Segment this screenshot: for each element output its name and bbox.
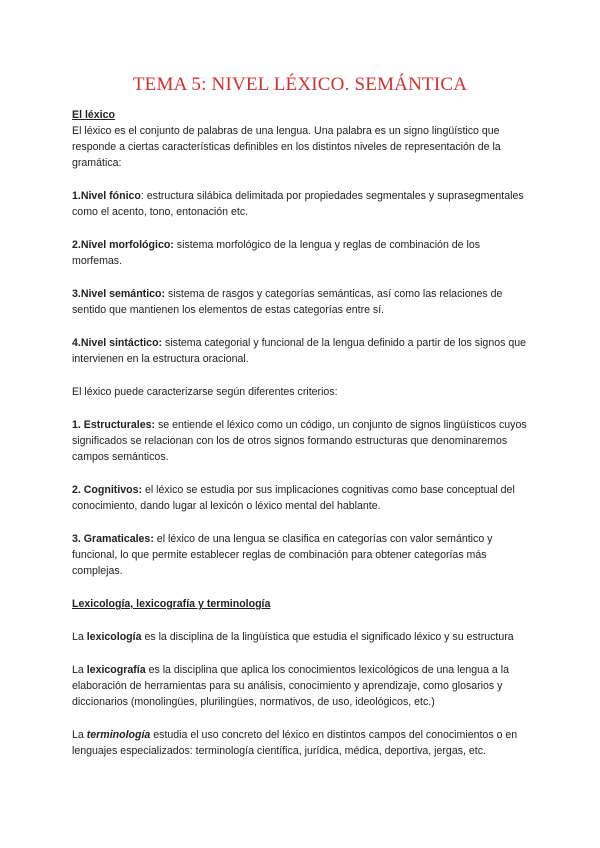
intro-paragraph: El léxico es el conjunto de palabras de una lengua. Una palabra es un signo lingüístico que responde a ciertas características definibles en los distintos niveles de representación de la gramática: [72,125,501,169]
criterion-text: el léxico se estudia por sus implicaciones cognitivas como base conceptual del conocimiento, dando lugar al lexicón o léxico mental del hablante. [72,484,515,512]
criterion-item [72,531,532,579]
criterion-item [72,417,532,465]
criterion-term: 1. Estructurales: [72,419,156,431]
criteria-intro: El léxico puede caracterizarse según diferentes criterios: [72,386,338,398]
definition-term: terminología [86,729,151,741]
section-heading-lexicologia: Lexicología, lexicografía y terminología [72,598,271,610]
definition-term: lexicología [86,631,142,643]
criterion-text: el léxico de una lengua se clasifica en categorías con valor semántico y funcional, lo que permite establecer reglas de combinación para obtener categorías más complejas. [72,533,493,577]
level-item [72,286,532,318]
level-item [72,188,532,220]
definition-text: es la disciplina de la lingüística que estudia el significado léxico y su estructura [141,631,514,643]
level-text: sistema de rasgos y categorías semánticas, así como las relaciones de sentido que mantienen los elementos de estas categorías entre sí. [72,288,503,316]
level-item [72,335,532,367]
page-title: TEMA 5: NIVEL LÉXICO. SEMÁNTICA [132,74,468,95]
level-term: 2.Nivel morfológico: [72,239,174,251]
level-text: sistema categorial y funcional de la lengua definido a partir de los signos que intervienen en la estructura oracional. [72,337,527,365]
level-term: 4.Nivel sintáctico: [72,337,163,349]
level-text: : estructura silábica delimitada por propiedades segmentales y suprasegmentales como el acento, tono, entonación etc. [72,190,524,218]
level-term: 1.Nivel fónico [72,190,141,202]
level-term: 3.Nivel semántico: [72,288,166,300]
definition-prefix: La [72,664,87,676]
criterion-term: 3. Gramaticales: [72,533,154,545]
definition-item [72,629,532,645]
criterion-term: 2. Cognitivos: [72,484,143,496]
section-heading-lexico: El léxico [72,109,115,121]
definition-item [72,662,532,710]
level-item [72,237,532,269]
definition-prefix: La [72,729,87,741]
level-text: sistema morfológico de la lengua y reglas de combinación de los morfemas. [72,239,481,267]
criterion-text: se entiende el léxico como un código, un conjunto de signos lingüísticos cuyos significados se relacionan con los de otros signos formando estructuras que denominaremos campos semánticos. [72,419,527,463]
definition-text: estudia el uso concreto del léxico en distintos campos del conocimientos o en lenguajes especializados: terminología científica, jurídica, médica, deportiva, jergas, etc. [72,729,518,757]
criterion-item [72,482,532,514]
definition-item [72,727,532,759]
definition-text: es la disciplina que aplica los conocimientos lexicológicos de una lengua a la elaboración de herramientas para su análisis, conocimiento y aprendizaje, como glosarios y diccionarios (monolingües, plurilingües, normativos, de uso, ideológicos, etc.) [72,664,509,708]
document-body [72,107,532,759]
definition-prefix: La [72,631,87,643]
definition-term: lexicografía [86,664,146,676]
